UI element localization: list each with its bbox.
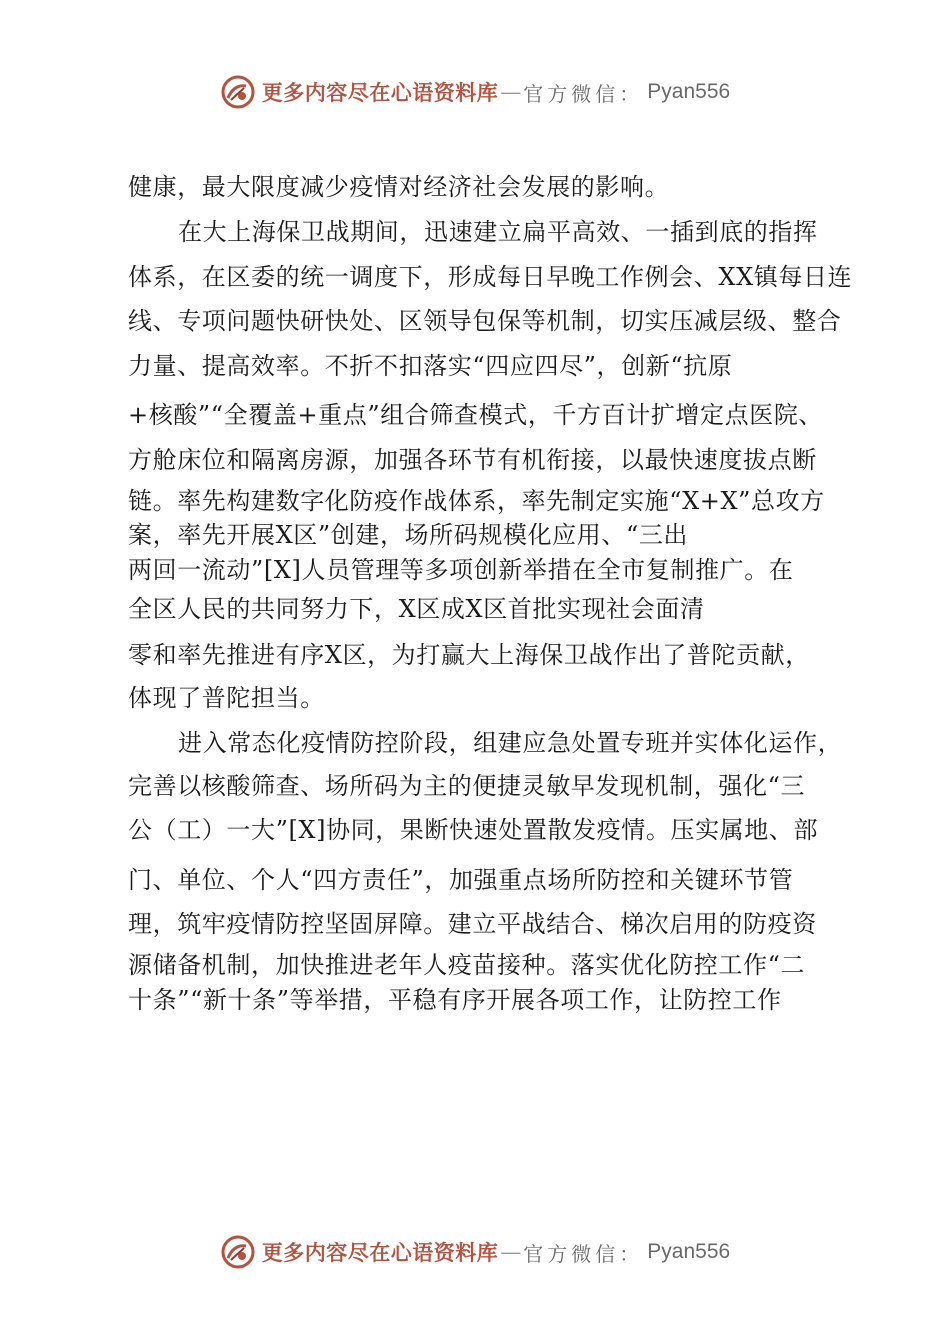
- footer-brand-text: 更多内容尽在心语资料库: [261, 1240, 499, 1265]
- text-line: 进入常态化疫情防控阶段，组建应急处置专班并实体化运作，: [178, 729, 843, 757]
- footer-wechat-id: Pyan556: [647, 1240, 731, 1263]
- header-brand-text: 更多内容尽在心语资料库: [261, 80, 499, 105]
- text-line: 健康，最大限度减少疫情对经济社会发展的影响。: [128, 173, 670, 201]
- text-line: 全区人民的共同努力下，X区成X区首批实现社会面清: [128, 595, 705, 623]
- text-line: +核酸”“全覆盖+重点”组合筛查模式，千方百计扩增定点医院、: [128, 401, 824, 429]
- text-line: 理，筑牢疫情防控坚固屏障。建立平战结合、梯次启用的防疫资: [128, 910, 817, 938]
- text-line: 十条”“新十条”等举措，平稳有序开展各项工作，让防控工作: [128, 986, 782, 1014]
- footer-banner: [0, 1232, 950, 1272]
- footer-dash: —: [500, 1240, 522, 1264]
- text-line: 源储备机制，加快推进老年人疫苗接种。落实优化防控工作“二: [128, 951, 806, 979]
- header-dash: —: [500, 80, 522, 104]
- text-line: 体系，在区委的统一调度下，形成每日早晚工作例会、XX镇每日连: [128, 263, 853, 291]
- text-line: 案，率先开展X区”创建，场所码规模化应用、“三出: [128, 521, 689, 549]
- text-line: 零和率先推进有序X区，为打赢大上海保卫战作出了普陀贡献，: [128, 641, 810, 669]
- footer-wechat-label: 官方微信：: [523, 1241, 644, 1266]
- text-line: 在大上海保卫战期间，迅速建立扁平高效、一插到底的指挥: [178, 218, 818, 246]
- text-line: 门、单位、个人“四方责任”，加强重点场所防控和关键环节管: [128, 866, 794, 894]
- text-line: 两回一流动”[X]人员管理等多项创新举措在全市复制推广。在: [128, 556, 794, 584]
- header-wechat-id: Pyan556: [647, 80, 731, 103]
- text-line: 公（工）一大”[X]协同，果断快速处置散发疫情。压实属地、部: [128, 816, 819, 844]
- text-line: 完善以核酸筛查、场所码为主的便捷灵敏早发现机制，强化“三: [128, 772, 806, 800]
- text-line: 力量、提高效率。不折不扣落实“四应四尽”，创新“抗原: [128, 352, 733, 380]
- header-wechat-label: 官方微信：: [523, 81, 644, 106]
- logo-icon: [220, 1234, 256, 1270]
- text-line: 方舱床位和隔离房源，加强各环节有机衔接，以最快速度拔点断: [128, 446, 817, 474]
- text-line: 链。率先构建数字化防疫作战体系，率先制定实施“X+X”总攻方: [128, 487, 825, 515]
- text-line: 体现了普陀担当。: [128, 684, 325, 712]
- text-line: 线、专项问题快研快处、区领导包保等机制，切实压减层级、整合: [128, 307, 842, 335]
